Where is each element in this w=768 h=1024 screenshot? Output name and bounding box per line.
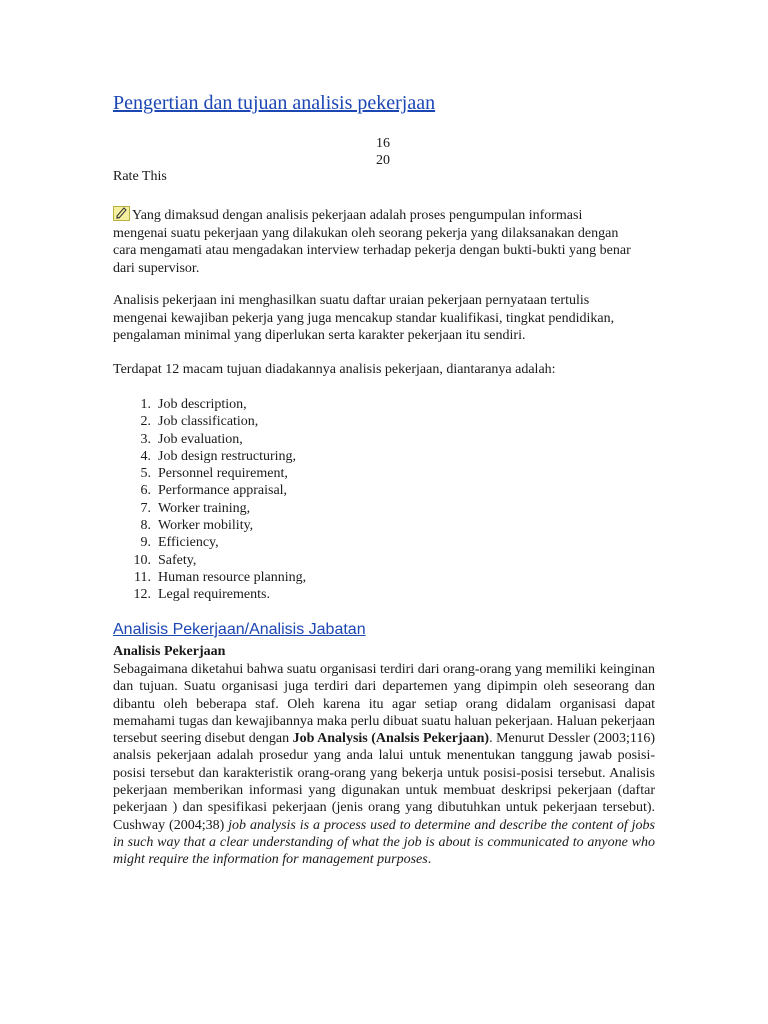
section-body (113, 661, 655, 869)
list-item-number: 2. (140, 414, 151, 430)
list-item (113, 413, 306, 430)
list-item (113, 569, 306, 586)
list-item-text: Personnel requirement, (158, 466, 288, 482)
list-item (113, 448, 306, 465)
list-item (113, 500, 306, 517)
section-subheading: Analisis Pekerjaan (113, 644, 226, 659)
rating-widget (376, 135, 390, 169)
body-text-2: . Menurut Dessler (2003;116) analsis pekerjaan adalah prosedur yang anda lalui untuk menentukan tanggung jawab posisi-posisi tersebut dan karakteristik orang-orang yang bekerja untuk posisi-posisi tersebut. Analisis pekerjaan memberikan informasi yang digunakan untuk membuat deskripsi pekerjaan (daftar pekerjaan ) dan spesifikasi pekerjaan (jenis orang yang dibutuhkan untuk pekerjaan tersebut). Cushway (2004;38) (113, 731, 655, 833)
rate-this-label: Rate This (113, 169, 167, 184)
intro-paragraph-1-text: Yang dimaksud dengan analisis pekerjaan adalah proses pengumpulan informasi mengenai suatu pekerjaan yang dilakukan oleh seorang pekerja yang dilaksanakan dengan cara mengamati atau mengadakan interview terhadap pekerja dengan bukti-bukti yang benar dari supervisor. (113, 208, 631, 276)
intro-paragraph-3: Terdapat 12 macam tujuan diadakannya analisis pekerjaan, diantaranya adalah: (113, 362, 556, 377)
list-item (113, 586, 306, 603)
list-item (113, 552, 306, 569)
list-item-text: Worker training, (158, 500, 251, 516)
body-bold-term: Job Analysis (Analsis Pekerjaan) (292, 731, 490, 747)
list-item-number: 12. (133, 587, 151, 603)
section-heading[interactable]: Analisis Pekerjaan/Analisis Jabatan (113, 621, 366, 638)
list-item-text: Safety, (158, 552, 197, 568)
list-item-number: 1. (140, 397, 151, 412)
list-item-text: Efficiency, (158, 535, 219, 551)
page-title[interactable]: Pengertian dan tujuan analisis pekerjaan (113, 92, 436, 114)
list-item (113, 517, 306, 534)
intro-paragraph-1 (113, 206, 633, 277)
list-item-number: 5. (140, 466, 151, 482)
list-item-text: Job description, (158, 397, 247, 412)
body-end: . (427, 852, 432, 868)
list-item (113, 396, 306, 413)
body-italic-quote: job analysis is a process used to determine and describe the content of jobs in such way that a clear understanding of what the job is about is communicated to anyone who might require the information for management purposes (113, 817, 655, 868)
list-item-number: 6. (140, 483, 151, 499)
list-item-number: 4. (140, 448, 151, 464)
edit-pencil-icon (113, 206, 130, 221)
list-item-number: 11. (134, 569, 151, 585)
list-item-text: Job design restructuring, (158, 448, 297, 464)
list-item-number: 10. (133, 552, 151, 568)
job-purpose-list (113, 396, 306, 604)
body-text-1: Sebagaimana diketahui bahwa suatu organisasi terdiri dari orang-orang yang memiliki keinginan dan tujuan. Suatu organisasi juga terdiri dari departemen yang dipimpin oleh seseorang dan dibantu oleh beberapa staf. Oleh karena itu agar setiap orang didalam organisasi dapat memahami tugas dan kewajibannya maka perlu dibuat suatu haluan pekerjaan. Haluan pekerjaan tersebut seering disebut dengan (113, 662, 655, 747)
list-item-text: Performance appraisal, (158, 483, 288, 499)
rating-down-count[interactable]: 20 (376, 153, 390, 168)
intro-paragraph-2: Analisis pekerjaan ini menghasilkan suatu daftar uraian pekerjaan pernyataan tertulis mengenai kewajiban pekerja yang juga mencakup standar kualifikasi, tingkat pendidikan, pengalaman minimal yang diperlukan serta karakter pekerjaan itu sendiri. (113, 293, 615, 343)
list-item (113, 431, 306, 448)
list-item-number: 8. (140, 518, 151, 534)
list-item-number: 7. (140, 500, 151, 516)
list-item (113, 534, 306, 551)
list-item (113, 465, 306, 482)
list-item-text: Job classification, (158, 414, 259, 430)
list-item-text: Worker mobility, (158, 518, 254, 534)
rating-up-count[interactable]: 16 (376, 136, 390, 151)
list-item-number: 3. (140, 431, 151, 447)
list-item-text: Job evaluation, (158, 431, 243, 447)
list-item-number: 9. (140, 535, 151, 551)
list-item (113, 482, 306, 499)
list-item-text: Human resource planning, (158, 569, 307, 585)
list-item-text: Legal requirements. (158, 587, 270, 603)
